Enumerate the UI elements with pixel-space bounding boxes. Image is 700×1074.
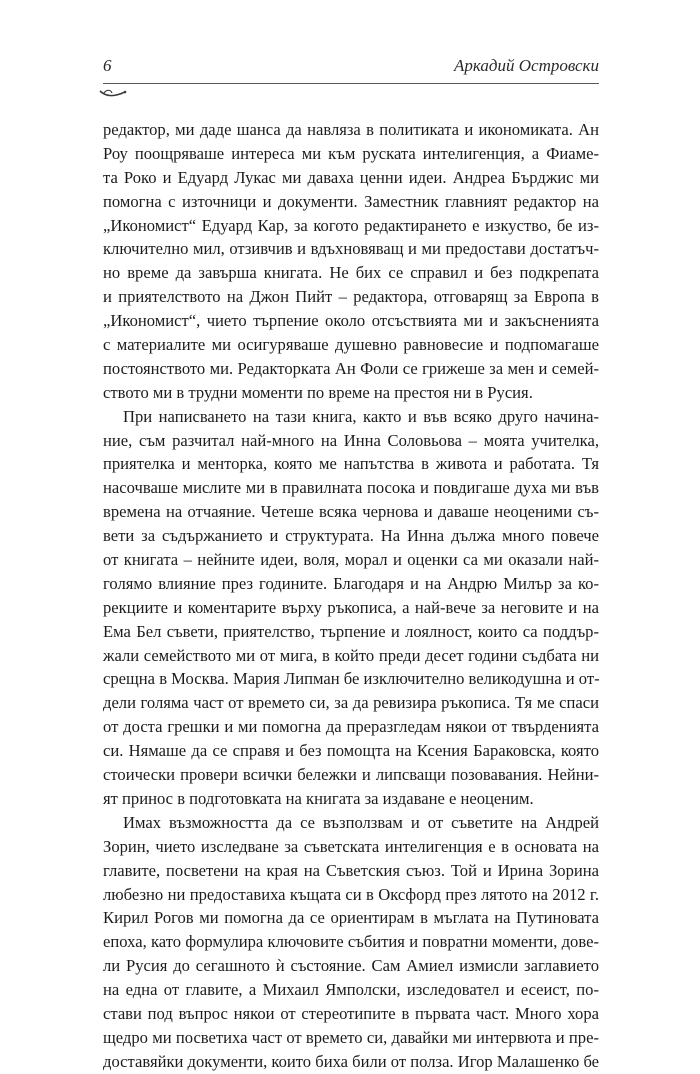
text-line: „Икономист“, чието търпение около отсъствията ми и закъсненията xyxy=(103,311,599,331)
text-line: ството ми в трудни моменти по време на престоя ни в Русия. xyxy=(103,382,533,402)
text-line: постоянството ми. Редакторката Ан Фоли се грижеше за мен и семей- xyxy=(103,358,599,378)
text-line: приятелка и менторка, която ме напътства в живота и работата. Тя xyxy=(103,454,599,474)
text-line: насочваше мислите ми в правилната посока и повдигаше духа ми във xyxy=(103,478,599,498)
text-line: редактор, ми даде шанса да навляза в политиката и икономиката. Ан xyxy=(103,120,599,139)
text-line: ят принос в подготовката на книгата за издаване е неоценим. xyxy=(103,788,534,808)
text-line: помогна с източници и документи. Заместник главният редактор на xyxy=(103,191,599,211)
text-line: с материалите ми осигуряваше душевно равновесие и подпомагаше xyxy=(103,335,599,355)
text-line: щедро ми посветиха част от времето си, давайки ми интервюта и пре- xyxy=(103,1027,599,1047)
text-line: срещна в Москва. Мария Липман бе изключително великодушна и от- xyxy=(103,669,600,689)
text-line: епоха, като формулира ключовите събития и повратни моменти, дове- xyxy=(103,932,599,952)
text-line: ли Русия до сегашното ѝ състояние. Сам Амиел измисли заглавието xyxy=(103,956,599,976)
text-line: но време да завърша книгата. Не бих се справил и без подкрепата xyxy=(103,263,599,283)
text-line: си. Нямаше да се справя и без помощта на Ксения Бараковска, която xyxy=(103,741,599,761)
body-text xyxy=(103,118,599,1074)
page-number: 6 xyxy=(103,56,112,75)
text-line: от доста грешки и ми помогна да преразгледам някои от твърденията xyxy=(103,717,599,737)
text-line: Имах възможността да се възползвам и от съветите на Андрей xyxy=(123,812,599,832)
text-line: та Роко и Едуард Лукас ми даваха ценни идеи. Андреа Бърджис ми xyxy=(103,167,599,187)
text-line: „Икономист“ Едуард Кар, за когото редактирането е изкуство, бе из- xyxy=(103,215,599,235)
flourish-ornament-icon xyxy=(98,87,128,99)
text-line: стоически провери всички бележки и липсващи позовавания. Нейни- xyxy=(103,765,599,785)
text-line: Кирил Рогов ми помогна да се ориентирам в мъглата на Путиновата xyxy=(103,908,599,928)
text-line: вети за съдържанието и структурата. На Инна дължа много повече xyxy=(103,526,599,546)
text-line: любезно ни предоставиха къщата си в Оксфорд през лятото на 2012 г. xyxy=(103,884,599,904)
text-line: Зорин, чието изследване за съветската интелигенция е в основата на xyxy=(103,836,599,856)
text-line: ключително мил, отзивчив и вдъхновяващ и ми предостави достатъч- xyxy=(103,239,599,259)
text-line: от книгата – нейните идеи, воля, морал и оценки са ми оказали най- xyxy=(103,550,599,570)
text-line: голямо влияние през годините. Благодаря и на Андрю Милър за ко- xyxy=(103,573,599,593)
text-line: Ема Бел съвети, приятелство, търпение и лоялност, които са поддър- xyxy=(103,621,599,641)
text-line: времена на отчаяние. Четеше всяка чернова и даваше неоценими съ- xyxy=(103,502,599,522)
text-line: главите, посветени на края на Съветския съюз. Той и Ирина Зорина xyxy=(103,860,599,880)
text-line: жали семейството ми от мига, в който преди десет години съдбата ни xyxy=(103,645,599,665)
header-rule xyxy=(103,83,599,84)
text-line: и приятелството на Джон Пийт – редактора, отговарящ за Европа в xyxy=(103,287,599,307)
text-line: рекциите и коментарите върху ръкописа, а най-вече за неговите и на xyxy=(103,597,599,617)
text-line: Роу поощряваше интереса ми към руската интелигенция, а Фиаме- xyxy=(103,143,599,163)
text-line: ние, съм разчитал най-много на Инна Соловьова – моята учителка, xyxy=(103,430,599,450)
text-line: При написването на тази книга, както и във всяко друго начина- xyxy=(123,406,599,426)
text-line: на една от главите, а Михаил Ямполски, изследовател и есеист, по- xyxy=(103,980,599,1000)
text-line: стави под въпрос някои от стереотипите в първата част. Много хора xyxy=(103,1003,599,1023)
text-line: доставяйки документи, които биха били от полза. Игор Малашенко бе xyxy=(103,1051,600,1071)
running-head-author: Аркадий Островски xyxy=(453,56,599,75)
page-header xyxy=(103,56,599,78)
text-line: дели голяма част от времето си, за да ревизира ръкописа. Тя ме спаси xyxy=(103,693,599,713)
